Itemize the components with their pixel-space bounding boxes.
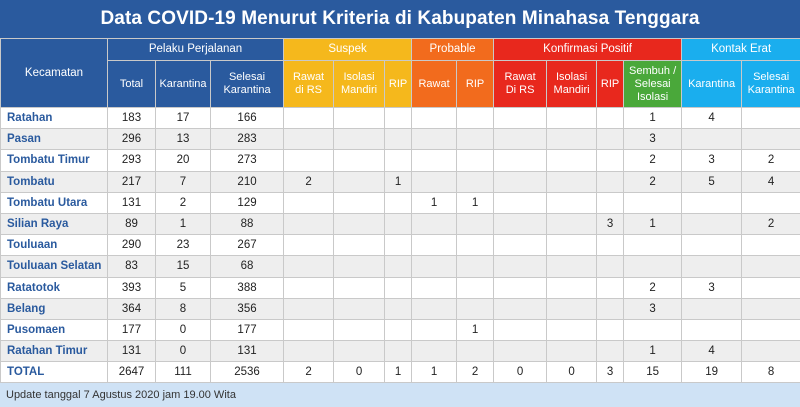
cell-suspek-rawat [284, 319, 334, 340]
cell-sembuh: 15 [624, 362, 682, 383]
cell-konfirmasi-rawat [494, 150, 547, 171]
cell-suspek-rip [385, 319, 412, 340]
cell-selesai-karantina: 273 [211, 150, 284, 171]
cell-konfirmasi-rip [597, 108, 624, 129]
cell-suspek-rip: 1 [385, 171, 412, 192]
cell-kontak-karantina [682, 213, 742, 234]
cell-probable-rawat [412, 298, 457, 319]
cell-total: 183 [108, 108, 156, 129]
cell-konfirmasi-rip [597, 298, 624, 319]
cell-kontak-selesai [742, 256, 800, 277]
col-sembuh [624, 61, 682, 108]
cell-kecamatan: Tombatu [1, 171, 108, 192]
cell-probable-rawat [412, 341, 457, 362]
header-group-row [1, 39, 800, 61]
cell-probable-rip [457, 150, 494, 171]
cell-konfirmasi-isolasi [547, 319, 597, 340]
cell-total: 293 [108, 150, 156, 171]
cell-kecamatan: Silian Raya [1, 213, 108, 234]
col-konfirmasi-isolasi-line1: Isolasi [555, 71, 588, 83]
col-konfirmasi-isolasi-line2: Mandiri [553, 84, 590, 96]
cell-selesai-karantina: 356 [211, 298, 284, 319]
cell-konfirmasi-isolasi [547, 298, 597, 319]
table-row [1, 235, 800, 256]
cell-konfirmasi-rip [597, 192, 624, 213]
cell-suspek-rawat [284, 235, 334, 256]
cell-suspek-isolasi [334, 256, 385, 277]
table-row [1, 277, 800, 298]
cell-kecamatan: Pusomaen [1, 319, 108, 340]
cell-total: 131 [108, 192, 156, 213]
cell-kecamatan: Ratatotok [1, 277, 108, 298]
cell-suspek-rip: 1 [385, 362, 412, 383]
cell-karantina: 1 [156, 213, 211, 234]
cell-kontak-selesai [742, 298, 800, 319]
cell-suspek-rawat [284, 108, 334, 129]
cell-konfirmasi-rip [597, 256, 624, 277]
col-sembuh-line1: Sembuh / [629, 64, 677, 77]
cell-karantina: 17 [156, 108, 211, 129]
table-row [1, 341, 800, 362]
cell-total: 2647 [108, 362, 156, 383]
cell-selesai-karantina: 388 [211, 277, 284, 298]
cell-kontak-selesai [742, 235, 800, 256]
cell-total: 296 [108, 129, 156, 150]
cell-total: 83 [108, 256, 156, 277]
cell-suspek-isolasi [334, 298, 385, 319]
cell-kecamatan: Tombatu Utara [1, 192, 108, 213]
col-suspek-isolasi [334, 61, 385, 108]
cell-sembuh: 1 [624, 108, 682, 129]
cell-kontak-selesai [742, 108, 800, 129]
cell-konfirmasi-isolasi [547, 129, 597, 150]
cell-suspek-rip [385, 256, 412, 277]
cell-probable-rip [457, 298, 494, 319]
cell-selesai-karantina: 131 [211, 341, 284, 362]
cell-selesai-karantina: 88 [211, 213, 284, 234]
cell-total: 217 [108, 171, 156, 192]
cell-probable-rawat [412, 319, 457, 340]
cell-kecamatan: Pasan [1, 129, 108, 150]
cell-total: 177 [108, 319, 156, 340]
cell-probable-rip [457, 277, 494, 298]
cell-selesai-karantina: 2536 [211, 362, 284, 383]
header-column-row [1, 61, 800, 108]
cell-konfirmasi-rawat [494, 341, 547, 362]
cell-kontak-karantina: 4 [682, 108, 742, 129]
cell-suspek-rip [385, 235, 412, 256]
cell-karantina: 15 [156, 256, 211, 277]
col-karantina: Karantina [156, 61, 211, 108]
cell-sembuh: 3 [624, 129, 682, 150]
update-footer: Update tanggal 7 Agustus 2020 jam 19.00 Wita [0, 383, 800, 407]
col-konfirmasi-rawat-line2: Di RS [505, 84, 535, 96]
cell-suspek-isolasi [334, 171, 385, 192]
col-suspek-rawat-line2: di RS [295, 84, 322, 96]
kontak-erat-header: Kontak Erat [682, 39, 800, 61]
cell-suspek-isolasi [334, 341, 385, 362]
cell-suspek-rawat: 2 [284, 362, 334, 383]
cell-kontak-selesai [742, 341, 800, 362]
cell-karantina: 2 [156, 192, 211, 213]
cell-karantina: 13 [156, 129, 211, 150]
cell-kontak-selesai [742, 319, 800, 340]
cell-kontak-karantina: 5 [682, 171, 742, 192]
cell-kontak-karantina: 4 [682, 341, 742, 362]
cell-selesai-karantina: 210 [211, 171, 284, 192]
cell-selesai-karantina: 283 [211, 129, 284, 150]
col-suspek-isolasi-line1: Isolasi [343, 71, 375, 83]
cell-konfirmasi-rawat [494, 319, 547, 340]
cell-suspek-isolasi [334, 277, 385, 298]
cell-probable-rip [457, 129, 494, 150]
table-row [1, 256, 800, 277]
cell-konfirmasi-isolasi [547, 150, 597, 171]
probable-header: Probable [412, 39, 494, 61]
cell-suspek-rawat [284, 298, 334, 319]
cell-suspek-rip [385, 298, 412, 319]
cell-konfirmasi-isolasi [547, 192, 597, 213]
cell-konfirmasi-rip [597, 129, 624, 150]
cell-konfirmasi-rawat [494, 256, 547, 277]
col-total: Total [108, 61, 156, 108]
cell-suspek-rawat [284, 192, 334, 213]
cell-konfirmasi-rawat [494, 192, 547, 213]
cell-kecamatan: Touluaan Selatan [1, 256, 108, 277]
table-row [1, 150, 800, 171]
cell-kontak-karantina: 3 [682, 150, 742, 171]
cell-suspek-rawat [284, 213, 334, 234]
cell-kontak-karantina [682, 129, 742, 150]
cell-karantina: 5 [156, 277, 211, 298]
cell-konfirmasi-isolasi [547, 256, 597, 277]
col-konfirmasi-isolasi [547, 61, 597, 108]
cell-karantina: 111 [156, 362, 211, 383]
cell-probable-rip [457, 213, 494, 234]
cell-kontak-selesai: 8 [742, 362, 800, 383]
cell-konfirmasi-rawat [494, 171, 547, 192]
cell-probable-rawat [412, 150, 457, 171]
cell-konfirmasi-rawat [494, 277, 547, 298]
cell-probable-rawat [412, 171, 457, 192]
cell-konfirmasi-rip [597, 319, 624, 340]
cell-total: 290 [108, 235, 156, 256]
cell-sembuh: 3 [624, 298, 682, 319]
cell-suspek-rawat [284, 341, 334, 362]
cell-konfirmasi-isolasi [547, 108, 597, 129]
page-title: Data COVID-19 Menurut Kriteria di Kabupaten Minahasa Tenggara [0, 0, 800, 38]
cell-suspek-rip [385, 192, 412, 213]
cell-probable-rip [457, 341, 494, 362]
col-selesai-karantina-line1: Selesai [228, 71, 266, 83]
cell-selesai-karantina: 267 [211, 235, 284, 256]
cell-probable-rawat [412, 108, 457, 129]
cell-suspek-isolasi [334, 235, 385, 256]
cell-kontak-selesai [742, 129, 800, 150]
cell-konfirmasi-rawat [494, 129, 547, 150]
col-probable-rawat: Rawat [412, 61, 457, 108]
cell-probable-rawat [412, 256, 457, 277]
col-konfirmasi-rip: RIP [597, 61, 624, 108]
cell-kontak-karantina [682, 235, 742, 256]
cell-konfirmasi-rip: 3 [597, 362, 624, 383]
cell-kontak-selesai [742, 277, 800, 298]
cell-suspek-isolasi [334, 192, 385, 213]
cell-suspek-isolasi [334, 319, 385, 340]
cell-kecamatan: Touluaan [1, 235, 108, 256]
table-row [1, 213, 800, 234]
cell-probable-rawat [412, 213, 457, 234]
total-row [1, 362, 800, 383]
cell-konfirmasi-rawat [494, 213, 547, 234]
cell-kontak-karantina [682, 298, 742, 319]
cell-suspek-isolasi [334, 108, 385, 129]
cell-kontak-karantina [682, 192, 742, 213]
cell-konfirmasi-isolasi [547, 341, 597, 362]
col-suspek-isolasi-line2: Mandiri [340, 84, 378, 96]
cell-sembuh: 2 [624, 150, 682, 171]
cell-selesai-karantina: 129 [211, 192, 284, 213]
cell-kecamatan: Tombatu Timur [1, 150, 108, 171]
cell-karantina: 7 [156, 171, 211, 192]
cell-probable-rawat: 1 [412, 192, 457, 213]
cell-konfirmasi-rip [597, 277, 624, 298]
cell-suspek-isolasi [334, 150, 385, 171]
cell-sembuh: 2 [624, 277, 682, 298]
cell-sembuh: 2 [624, 171, 682, 192]
cell-total: 364 [108, 298, 156, 319]
cell-kontak-karantina: 3 [682, 277, 742, 298]
cell-karantina: 23 [156, 235, 211, 256]
cell-sembuh [624, 256, 682, 277]
cell-konfirmasi-rip [597, 171, 624, 192]
cell-selesai-karantina: 177 [211, 319, 284, 340]
table-row [1, 108, 800, 129]
cell-suspek-rawat [284, 256, 334, 277]
cell-probable-rip [457, 171, 494, 192]
cell-suspek-rawat [284, 129, 334, 150]
konfirmasi-positif-header: Konfirmasi Positif [494, 39, 682, 61]
cell-probable-rawat [412, 235, 457, 256]
col-sembuh-line3: Isolasi [637, 90, 669, 103]
cell-kontak-selesai: 2 [742, 150, 800, 171]
cell-sembuh [624, 319, 682, 340]
cell-kecamatan: Belang [1, 298, 108, 319]
cell-probable-rip [457, 256, 494, 277]
cell-suspek-rip [385, 277, 412, 298]
cell-konfirmasi-rawat [494, 108, 547, 129]
cell-sembuh [624, 235, 682, 256]
cell-karantina: 20 [156, 150, 211, 171]
table-row [1, 171, 800, 192]
cell-konfirmasi-isolasi: 0 [547, 362, 597, 383]
cell-sembuh: 1 [624, 341, 682, 362]
cell-probable-rawat [412, 129, 457, 150]
cell-suspek-rip [385, 341, 412, 362]
cell-sembuh [624, 192, 682, 213]
cell-konfirmasi-isolasi [547, 235, 597, 256]
table-row [1, 129, 800, 150]
col-konfirmasi-rawat-line1: Rawat [504, 71, 536, 83]
cell-probable-rip: 1 [457, 319, 494, 340]
cell-suspek-rip [385, 108, 412, 129]
cell-probable-rawat: 1 [412, 362, 457, 383]
col-suspek-rawat [284, 61, 334, 108]
cell-kontak-selesai: 4 [742, 171, 800, 192]
cell-suspek-isolasi: 0 [334, 362, 385, 383]
cell-kontak-selesai: 2 [742, 213, 800, 234]
col-sembuh-line2: Selesai [634, 77, 671, 90]
cell-suspek-isolasi [334, 213, 385, 234]
cell-probable-rip [457, 108, 494, 129]
cell-probable-rip: 2 [457, 362, 494, 383]
cell-probable-rip [457, 235, 494, 256]
cell-kecamatan: Ratahan Timur [1, 341, 108, 362]
cell-konfirmasi-rip: 3 [597, 213, 624, 234]
col-kontak-selesai-line2: Karantina [747, 84, 795, 96]
cell-konfirmasi-rip [597, 235, 624, 256]
cell-konfirmasi-rawat: 0 [494, 362, 547, 383]
cell-probable-rawat [412, 277, 457, 298]
cell-suspek-rip [385, 213, 412, 234]
cell-suspek-rawat [284, 150, 334, 171]
covid-table [0, 38, 800, 383]
col-selesai-karantina [211, 61, 284, 108]
cell-kontak-karantina [682, 319, 742, 340]
cell-suspek-rawat [284, 277, 334, 298]
cell-karantina: 0 [156, 319, 211, 340]
kecamatan-header: Kecamatan [1, 39, 108, 108]
cell-konfirmasi-rip [597, 150, 624, 171]
col-selesai-karantina-line2: Karantina [223, 84, 271, 96]
col-kontak-karantina: Karantina [682, 61, 742, 108]
cell-probable-rip: 1 [457, 192, 494, 213]
table-row [1, 192, 800, 213]
col-suspek-rip: RIP [385, 61, 412, 108]
cell-suspek-rip [385, 129, 412, 150]
col-kontak-selesai-line1: Selesai [753, 71, 790, 83]
cell-karantina: 8 [156, 298, 211, 319]
pelaku-perjalanan-header: Pelaku Perjalanan [108, 39, 284, 61]
table-row [1, 319, 800, 340]
cell-kecamatan: TOTAL [1, 362, 108, 383]
cell-selesai-karantina: 68 [211, 256, 284, 277]
cell-suspek-rip [385, 150, 412, 171]
cell-konfirmasi-isolasi [547, 277, 597, 298]
suspek-header: Suspek [284, 39, 412, 61]
cell-sembuh: 1 [624, 213, 682, 234]
cell-total: 89 [108, 213, 156, 234]
cell-total: 393 [108, 277, 156, 298]
col-probable-rip: RIP [457, 61, 494, 108]
cell-karantina: 0 [156, 341, 211, 362]
col-konfirmasi-rawat [494, 61, 547, 108]
cell-konfirmasi-rawat [494, 298, 547, 319]
cell-kontak-karantina [682, 256, 742, 277]
cell-kontak-karantina: 19 [682, 362, 742, 383]
col-kontak-selesai [742, 61, 800, 108]
cell-konfirmasi-rip [597, 341, 624, 362]
table-body [1, 108, 800, 383]
cell-suspek-rawat: 2 [284, 171, 334, 192]
cell-kontak-selesai [742, 192, 800, 213]
cell-selesai-karantina: 166 [211, 108, 284, 129]
col-suspek-rawat-line1: Rawat [292, 71, 325, 83]
cell-total: 131 [108, 341, 156, 362]
table-row [1, 298, 800, 319]
cell-konfirmasi-isolasi [547, 171, 597, 192]
cell-konfirmasi-isolasi [547, 213, 597, 234]
cell-kecamatan: Ratahan [1, 108, 108, 129]
cell-suspek-isolasi [334, 129, 385, 150]
cell-konfirmasi-rawat [494, 235, 547, 256]
